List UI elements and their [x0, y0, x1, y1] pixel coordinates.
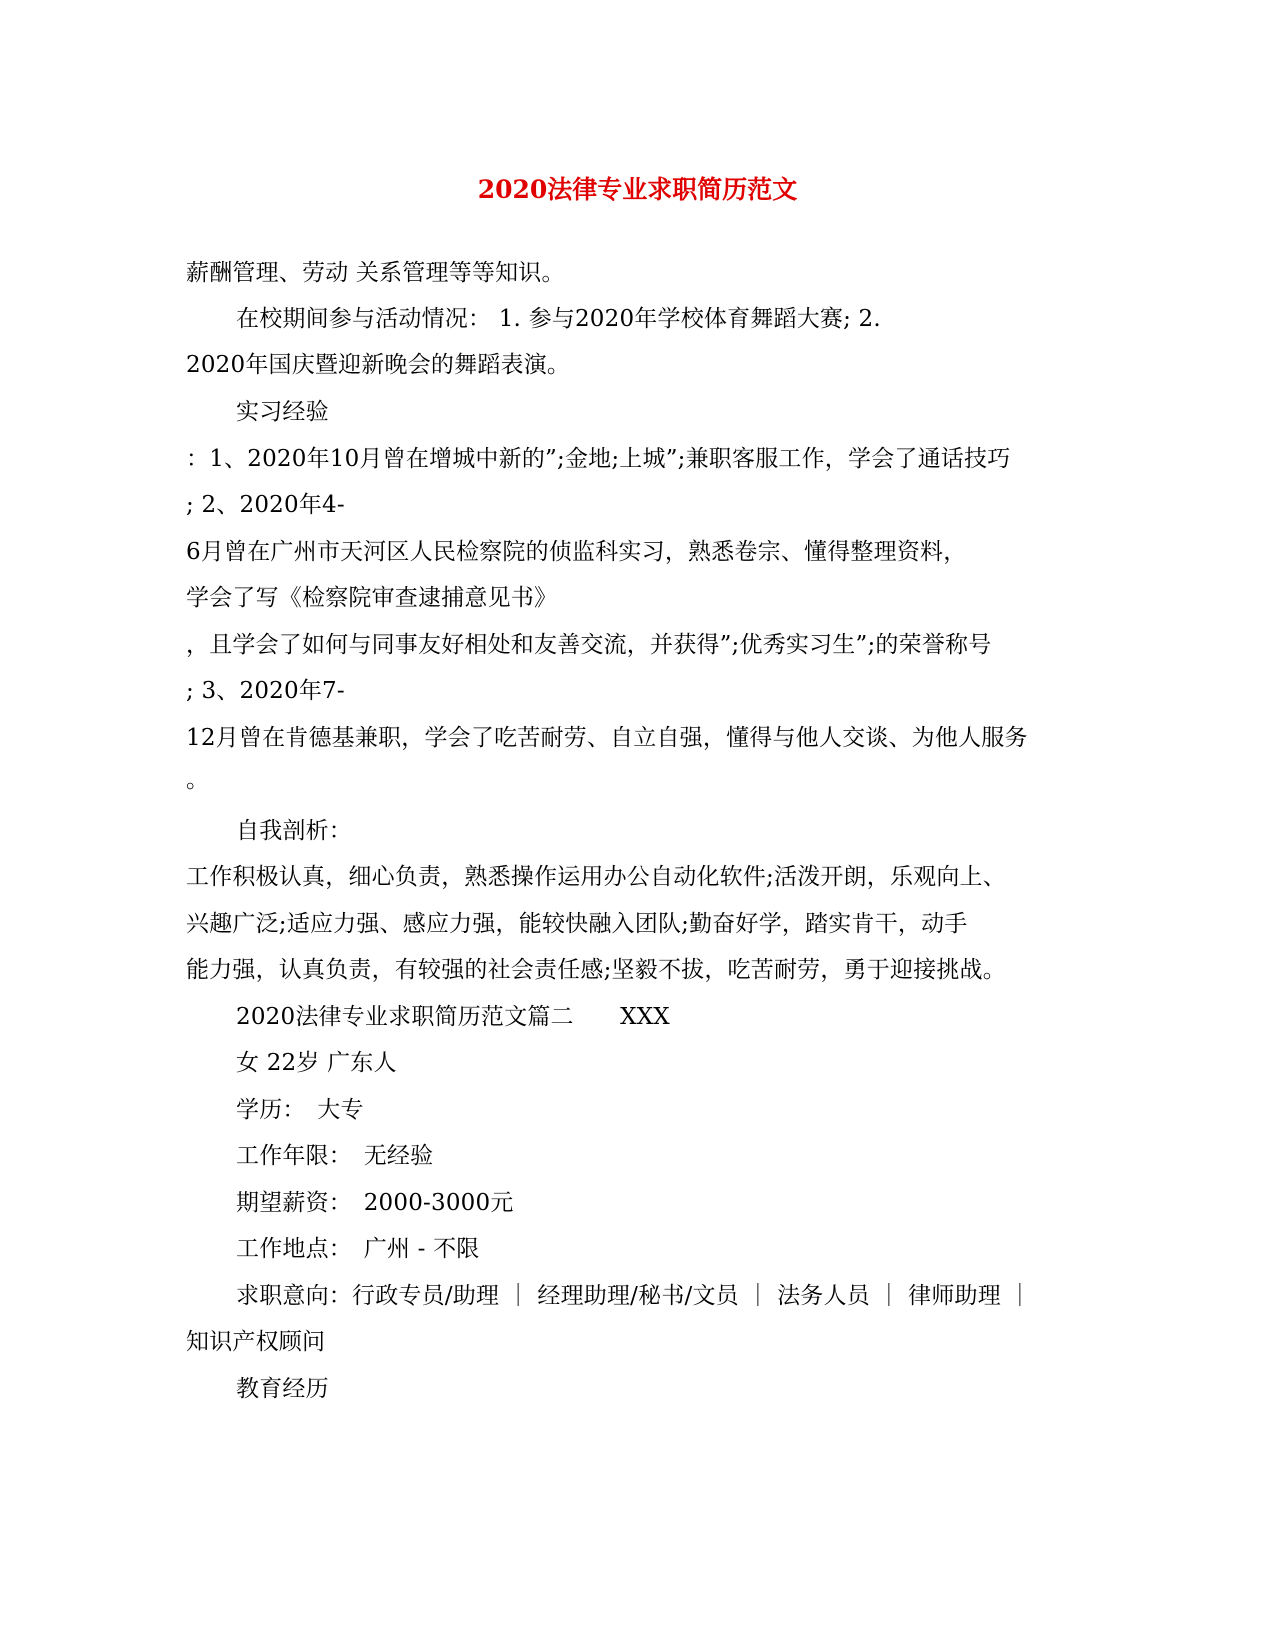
- education-level: 学历： 大专: [236, 1097, 364, 1123]
- job-intention: 求职意向：行政专员/助理 ｜ 经理助理/秘书/文员 ｜ 法务人员 ｜ 律师助理 ｜: [236, 1283, 1032, 1309]
- body-line-14: 工作积极认真，细心负责，熟悉操作运用办公自动化软件;活泼开朗，乐观向上、: [186, 864, 1006, 890]
- work-years: 工作年限： 无经验: [236, 1143, 434, 1169]
- body-line-6: ; 2、2020年4-: [186, 492, 345, 518]
- body-line-9: ，且学会了如何与同事友好相处和友善交流，并获得”;优秀实习生”;的荣誉称号: [186, 632, 992, 658]
- work-location: 工作地点： 广州 - 不限: [236, 1236, 480, 1262]
- job-intention-continued: 知识产权顾问: [186, 1329, 326, 1355]
- body-line-16: 能力强，认真负责，有较强的社会责任感;坚毅不拔，吃苦耐劳，勇于迎接挑战。: [186, 957, 1006, 983]
- resume-two-heading: 2020法律专业求职简历范文篇二 XXX: [236, 1004, 670, 1030]
- body-line-3: 2020年国庆暨迎新晚会的舞蹈表演。: [186, 352, 571, 378]
- personal-info: 女 22岁 广东人: [236, 1050, 397, 1076]
- body-line-2: 在校期间参与活动情况： 1. 参与2020年学校体育舞蹈大赛; 2.: [236, 306, 881, 332]
- body-line-7: 6月曾在广州市天河区人民检察院的侦监科实习，熟悉卷宗、懂得整理资料，: [186, 539, 967, 565]
- section-heading-internship: 实习经验: [236, 399, 329, 425]
- body-line-5: ：1、2020年10月曾在增城中新的”;金地;上城”;兼职客服工作，学会了通话技巧: [186, 446, 1011, 472]
- expected-salary: 期望薪资： 2000-3000元: [236, 1190, 514, 1216]
- body-line-8: 学会了写《检察院审查逮捕意见书》: [186, 585, 558, 611]
- body-line-11: 12月曾在肯德基兼职，学会了吃苦耐劳、自立自强，懂得与他人交谈、为他人服务: [186, 725, 1028, 751]
- body-line-15: 兴趣广泛;适应力强、感应力强，能较快融入团队;勤奋好学，踏实肯干，动手: [186, 911, 968, 937]
- body-line-1: 薪酬管理、劳动 关系管理等等知识。: [186, 260, 565, 286]
- section-heading-self-analysis: 自我剖析：: [236, 818, 352, 844]
- body-line-12: 。: [186, 767, 210, 793]
- document-title: 2020法律专业求职简历范文: [477, 175, 798, 204]
- body-line-10: ; 3、2020年7-: [186, 678, 345, 704]
- section-heading-education: 教育经历: [236, 1376, 329, 1402]
